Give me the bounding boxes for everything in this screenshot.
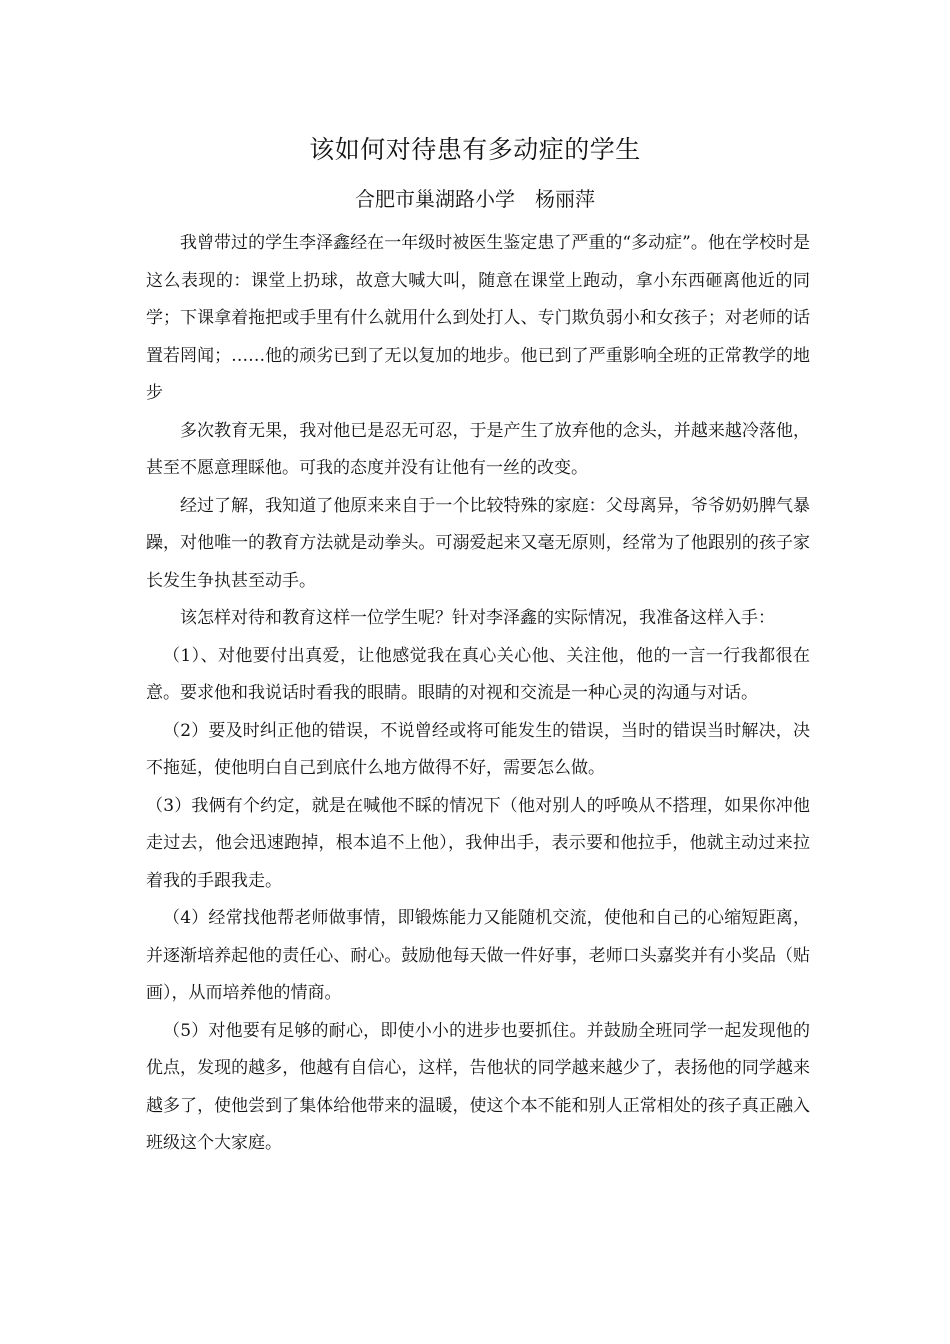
paragraph-family-background: 经过了解，我知道了他原来来自于一个比较特殊的家庭：父母离异，爷爷奶奶脾气暴躁，对他唯一的教育方法就是动拳头。可溺爱起来又毫无原则，经常为了他跟别的孩子家长发生争执甚至动手。 (146, 495, 810, 591)
paragraph-step-5: （5）对他要有足够的耐心，即使小小的进步也要抓住。并鼓励全班同学一起发现他的优点，发现的越多，他越有自信心，这样，告他状的同学越来越少了，表扬他的同学越来越多了，使他尝到了集体给他带来的温暖，使这个本不能和别人正常相处的孩子真正融入班级这个大家庭。 (146, 1020, 810, 1153)
paragraph-step-3: （3）我俩有个约定，就是在喊他不睬的情况下（他对别人的呼唤从不搭理，如果你冲他走过去，他会迅速跑掉，根本追不上他），我伸出手，表示要和他拉手，他就主动过来拉着我的手跟我走。 (146, 795, 810, 891)
paragraph-giving-up: 多次教育无果，我对他已是忍无可忍，于是产生了放弃他的念头，并越来越冷落他，甚至不愿意理睬他。可我的态度并没有让他有一丝的改变。 (146, 420, 810, 478)
paragraph-approach: 该怎样对待和教育这样一位学生呢？针对李泽鑫的实际情况，我准备这样入手： (180, 608, 775, 628)
paragraph-step-4: （4）经常找他帮老师做事情，即锻炼能力又能随机交流，使他和自己的心缩短距离，并逐渐培养起他的责任心、耐心。鼓励他每天做一件好事，老师口头嘉奖并有小奖品（贴画），从而培养他的情商。 (146, 908, 810, 1003)
paragraph-intro: 我曾带过的学生李泽鑫经在一年级时被医生鉴定患了严重的“多动症”。他在学校时是这么表现的：课堂上扔球，故意大喊大叫，随意在课堂上跑动，拿小东西砸离他近的同学；下课拿着拖把或手里有什么就用什么到处打人、专门欺负弱小和女孩子；对老师的话置若罔闻；……他的顽劣已到了无以复加的地步。他已到了严重影响全班的正常教学的地步 (146, 233, 810, 403)
paragraph-step-1: （1）、对他要付出真爱，让他感觉我在真心关心他、关注他，他的一言一行我都很在意。要求他和我说话时看我的眼睛。眼睛的对视和交流是一种心灵的沟通与对话。 (146, 645, 810, 703)
author-line: 合肥市巢湖路小学 杨丽萍 (355, 187, 595, 211)
paragraph-step-2: （2）要及时纠正他的错误，不说曾经或将可能发生的错误，当时的错误当时解决，决不拖延，使他明白自己到底什么地方做得不好，需要怎么做。 (146, 720, 810, 778)
document-title: 该如何对待患有多动症的学生 (309, 135, 641, 164)
document-body (146, 225, 810, 1163)
